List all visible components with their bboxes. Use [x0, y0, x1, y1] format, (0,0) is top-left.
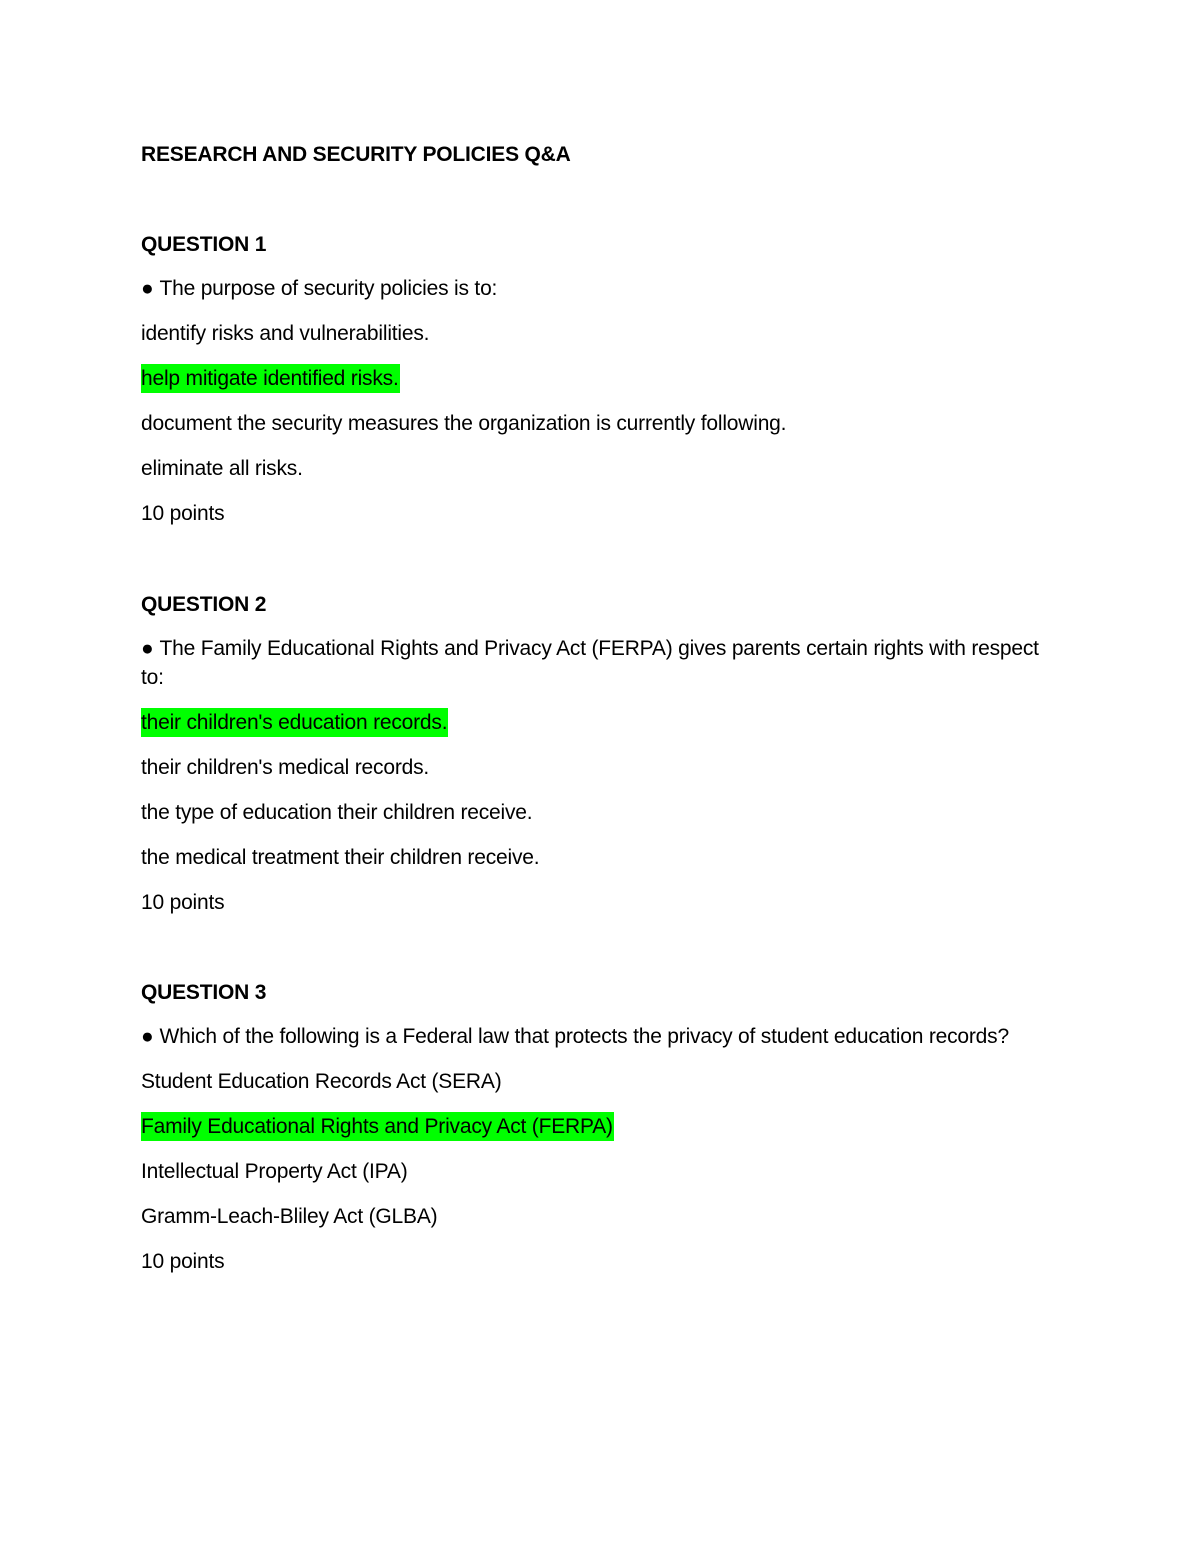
question-points: 10 points: [141, 502, 225, 525]
question-2: [141, 592, 1061, 917]
bullet-icon: ●: [141, 1025, 154, 1048]
answer-option-correct: [141, 708, 1061, 737]
answer-option: Gramm-Leach-Bliley Act (GLBA): [141, 1205, 438, 1228]
document-title: RESEARCH AND SECURITY POLICIES Q&A: [141, 143, 571, 166]
question-prompt: [141, 634, 1061, 692]
answer-option: the medical treatment their children receive.: [141, 846, 540, 869]
answer-option: Student Education Records Act (SERA): [141, 1070, 502, 1093]
question-prompt-text: The Family Educational Rights and Privacy Act (FERPA) gives parents certain rights with respect to:: [141, 637, 1039, 689]
answer-options: [141, 319, 1061, 483]
question-3: [141, 980, 1061, 1276]
answer-option: document the security measures the organization is currently following.: [141, 412, 787, 435]
question-prompt-text: Which of the following is a Federal law that protects the privacy of student education records?: [159, 1025, 1009, 1048]
highlighted-answer: their children's education records.: [141, 708, 448, 737]
answer-option: Intellectual Property Act (IPA): [141, 1160, 408, 1183]
bullet-icon: ●: [141, 637, 154, 660]
question-prompt: [141, 1022, 1061, 1051]
answer-option: their children's medical records.: [141, 756, 430, 779]
answer-option: the type of education their children receive.: [141, 801, 533, 824]
question-1: [141, 232, 1061, 528]
answer-option-correct: [141, 364, 1061, 393]
answer-option: identify risks and vulnerabilities.: [141, 322, 430, 345]
question-heading: QUESTION 1: [141, 233, 267, 256]
question-heading: QUESTION 2: [141, 593, 267, 616]
question-prompt-text: The purpose of security policies is to:: [159, 277, 498, 300]
question-heading: QUESTION 3: [141, 981, 267, 1004]
answer-option: eliminate all risks.: [141, 457, 303, 480]
highlighted-answer: Family Educational Rights and Privacy Act (FERPA): [141, 1112, 614, 1141]
answer-options: [141, 1067, 1061, 1231]
bullet-icon: ●: [141, 277, 154, 300]
answer-options: [141, 708, 1061, 872]
highlighted-answer: help mitigate identified risks.: [141, 364, 400, 393]
question-prompt: [141, 274, 1061, 303]
answer-option-correct: [141, 1112, 1061, 1141]
question-points: 10 points: [141, 891, 225, 914]
question-points: 10 points: [141, 1250, 225, 1273]
